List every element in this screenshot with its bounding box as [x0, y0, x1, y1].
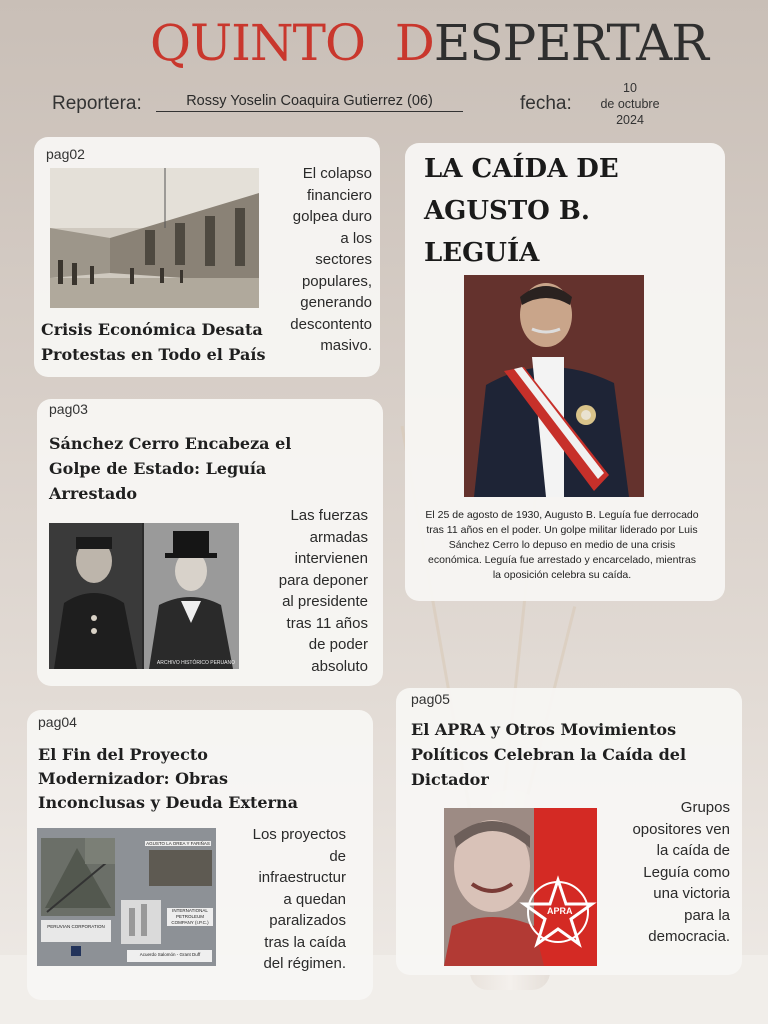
article-headline: El Fin del Proyecto Modernizador: Obras Inconclusas y Deuda Externa: [38, 745, 298, 812]
collage-label: INTERNATIONAL PETROLEUM COMPANY (I.P.C.): [167, 908, 213, 926]
reporter-label: Reportera:: [52, 93, 142, 114]
leaders-portrait-photo: [49, 523, 239, 669]
article-headline: Crisis Económica Desata Protestas en Todo el País: [41, 320, 266, 364]
page-number: pag04: [38, 714, 77, 730]
article-body: Las fuerzas armadas intervienen para deponer al presidente tras 11 años de poder absoluto: [278, 507, 368, 675]
collage-label: PERUVIAN CORPORATION: [47, 924, 105, 929]
article-body: El colapso financiero golpea duro a los sectores populares, generando descontento masivo.: [290, 165, 372, 354]
photo-credit: ARCHIVO HISTÓRICO PERUANO: [156, 660, 235, 666]
collage-label: AGUSTO LA OREA Y FARIÑAS: [146, 841, 210, 846]
masthead-title: QUINTO DESPERTAR: [150, 14, 708, 72]
article-card-pag02[interactable]: [34, 137, 380, 377]
article-card-pag05[interactable]: [396, 688, 742, 975]
street-protest-photo: [50, 168, 259, 308]
date-label: fecha:: [520, 93, 572, 114]
leguia-portrait: [464, 275, 644, 497]
page-number: pag03: [49, 401, 88, 417]
reporter-name: Rossy Yoselin Coaquira Gutierrez (06): [156, 93, 463, 112]
collage-label: Acuerdo Salomón - Grant Duff: [139, 952, 201, 957]
cover-headline: LA CAÍDA DE AGUSTO B. LEGUÍA: [424, 154, 619, 268]
infrastructure-collage: [37, 828, 216, 966]
apra-logo-text: APRA: [547, 906, 573, 916]
page-number: pag05: [411, 691, 450, 707]
article-body: Los proyectos de infraestructur a quedan paralizados tras la caída del régimen.: [252, 826, 346, 972]
date-value: 10 de octubre 2024: [600, 81, 660, 127]
page-number: pag02: [46, 146, 85, 162]
article-card-pag04[interactable]: [27, 710, 373, 1000]
article-card-pag03[interactable]: [37, 399, 383, 686]
article-body: Grupos opositores ven la caída de Leguía como una victoria para la democracia.: [632, 799, 730, 945]
article-headline: El APRA y Otros Movimientos Políticos Celebran la Caída del Dictador: [411, 720, 687, 789]
article-headline: Sánchez Cerro Encabeza el Golpe de Estado: Leguía Arrestado: [49, 434, 292, 503]
apra-leader-photo: [444, 808, 597, 966]
cover-caption: El 25 de agosto de 1930, Augusto B. Leguía fue derrocado tras 11 años en el poder. Un golpe militar liderado por Luis Sánchez Cerro lo depuso en medio de una crisis económica. Leguía fue arrestado y encarcelado, mientras la oposición celebra su caída.: [425, 509, 699, 581]
